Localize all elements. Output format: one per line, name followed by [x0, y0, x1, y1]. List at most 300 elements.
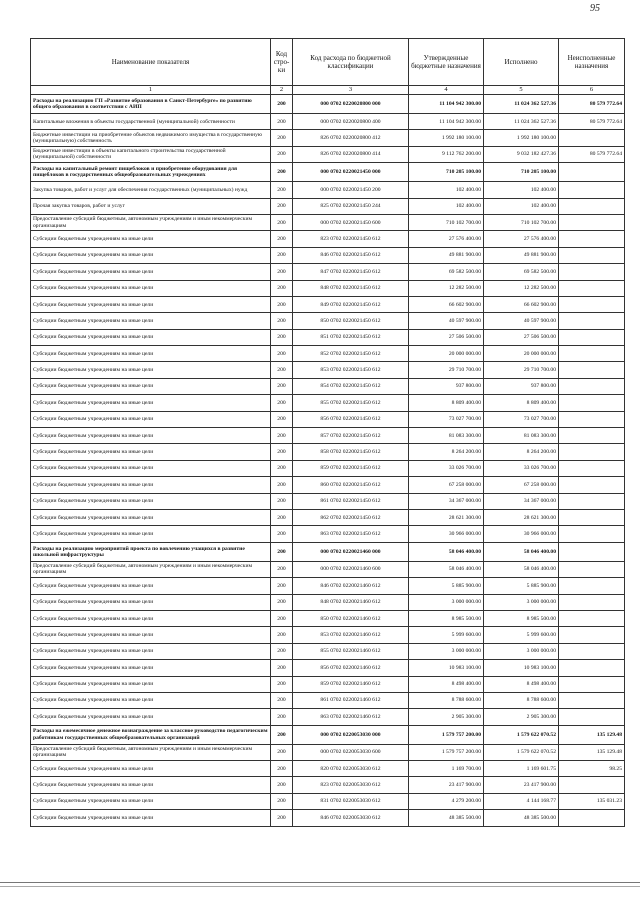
row-line-code: 200 [271, 362, 293, 378]
table-row [31, 810, 625, 826]
row-unexecuted [559, 676, 625, 692]
row-name: Бюджетные инвестиции в объекты капитального строительства государственной (муниципальной) собственности [31, 146, 271, 162]
row-budget-code: 854 0702 0220021450 612 [293, 378, 409, 394]
row-name: Расходы на капитальный ремонт пищеблоков и приобретение оборудования для пищеблоков в государственных общеобразовательных учреждениях [31, 163, 271, 182]
row-budget-code: 863 0702 0220021450 612 [293, 526, 409, 542]
row-executed: 8 788 600.00 [484, 692, 559, 708]
table-row [31, 130, 625, 146]
row-name: Субсидии бюджетным учреждениям на иные цели [31, 264, 271, 280]
row-unexecuted [559, 777, 625, 793]
row-budget-code: 000 0702 0220021460 600 [293, 561, 409, 577]
header-row [31, 39, 625, 86]
row-executed: 23 417 900.00 [484, 777, 559, 793]
row-name: Субсидии бюджетным учреждениям на иные цели [31, 362, 271, 378]
row-budget-code: 846 0702 0220021460 612 [293, 578, 409, 594]
row-unexecuted [559, 247, 625, 263]
row-executed: 3 000 000.00 [484, 594, 559, 610]
row-line-code: 200 [271, 214, 293, 230]
row-budget-code: 849 0702 0220021450 612 [293, 296, 409, 312]
row-approved: 48 385 500.00 [409, 810, 484, 826]
row-approved: 10 983 100.00 [409, 660, 484, 676]
row-executed: 5 885 900.00 [484, 578, 559, 594]
row-unexecuted [559, 130, 625, 146]
table-row [31, 610, 625, 626]
row-line-code: 200 [271, 114, 293, 130]
row-budget-code: 852 0702 0220021450 612 [293, 346, 409, 362]
row-unexecuted [559, 411, 625, 427]
row-executed: 29 710 700.00 [484, 362, 559, 378]
row-unexecuted [559, 709, 625, 725]
row-name: Субсидии бюджетным учреждениям на иные цели [31, 526, 271, 542]
row-line-code: 200 [271, 280, 293, 296]
row-name: Субсидии бюджетным учреждениям на иные цели [31, 231, 271, 247]
row-executed: 33 026 700.00 [484, 460, 559, 476]
column-number: 5 [484, 86, 559, 95]
header-line: Код стро-ки [271, 39, 293, 86]
table-row [31, 362, 625, 378]
row-budget-code: 000 0702 0220021450 000 [293, 163, 409, 182]
row-unexecuted [559, 428, 625, 444]
row-executed: 4 144 168.77 [484, 793, 559, 809]
row-approved: 102 400.00 [409, 198, 484, 214]
table-row [31, 395, 625, 411]
row-budget-code: 861 0702 0220021460 612 [293, 692, 409, 708]
table-row [31, 460, 625, 476]
row-line-code: 200 [271, 460, 293, 476]
table-row [31, 477, 625, 493]
row-line-code: 200 [271, 163, 293, 182]
table-row [31, 509, 625, 525]
row-unexecuted: 98.25 [559, 761, 625, 777]
row-budget-code: 859 0702 0220021450 612 [293, 460, 409, 476]
table-row [31, 411, 625, 427]
row-line-code: 200 [271, 793, 293, 809]
row-unexecuted [559, 198, 625, 214]
row-unexecuted [559, 561, 625, 577]
row-name: Субсидии бюджетным учреждениям на иные цели [31, 296, 271, 312]
row-executed: 2 905 300.00 [484, 709, 559, 725]
row-approved: 27 506 500.00 [409, 329, 484, 345]
row-budget-code: 861 0702 0220021450 612 [293, 493, 409, 509]
row-line-code: 200 [271, 198, 293, 214]
footer-divider [0, 886, 640, 887]
row-line-code: 200 [271, 542, 293, 561]
row-budget-code: 862 0702 0220021450 612 [293, 509, 409, 525]
row-approved: 8 809 400.00 [409, 395, 484, 411]
row-executed: 8 264 200.00 [484, 444, 559, 460]
row-name: Субсидии бюджетным учреждениям на иные цели [31, 346, 271, 362]
row-approved: 33 026 700.00 [409, 460, 484, 476]
table-row [31, 578, 625, 594]
budget-table [30, 38, 625, 827]
row-name: Бюджетные инвестиции на приобретение объектов недвижимого имущества в государственную (муниципальную) собственность [31, 130, 271, 146]
row-budget-code: 000 0702 0220021450 200 [293, 182, 409, 198]
row-budget-code: 855 0702 0220021450 612 [293, 395, 409, 411]
row-executed: 1 579 622 070.52 [484, 725, 559, 744]
table-row [31, 692, 625, 708]
row-executed: 710 205 100.00 [484, 163, 559, 182]
table-row [31, 296, 625, 312]
row-executed: 27 576 400.00 [484, 231, 559, 247]
row-line-code: 200 [271, 231, 293, 247]
row-budget-code: 863 0702 0220021460 612 [293, 709, 409, 725]
row-line-code: 200 [271, 744, 293, 760]
row-line-code: 200 [271, 346, 293, 362]
row-unexecuted [559, 329, 625, 345]
table-row [31, 594, 625, 610]
row-name: Субсидии бюджетным учреждениям на иные цели [31, 247, 271, 263]
table-row [31, 676, 625, 692]
row-unexecuted [559, 610, 625, 626]
row-budget-code: 850 0702 0220021450 612 [293, 313, 409, 329]
table-row [31, 542, 625, 561]
row-name: Субсидии бюджетным учреждениям на иные цели [31, 460, 271, 476]
row-budget-code: 826 0702 0220020800 414 [293, 146, 409, 162]
column-number: 1 [31, 86, 271, 95]
row-name: Субсидии бюджетным учреждениям на иные цели [31, 313, 271, 329]
row-name: Субсидии бюджетным учреждениям на иные цели [31, 428, 271, 444]
row-approved: 29 710 700.00 [409, 362, 484, 378]
row-approved: 81 083 300.00 [409, 428, 484, 444]
header-unexecuted: Неисполненные назначения [559, 39, 625, 86]
row-executed: 12 282 500.00 [484, 280, 559, 296]
row-line-code: 200 [271, 95, 293, 114]
row-executed: 8 809 400.00 [484, 395, 559, 411]
row-executed: 81 083 300.00 [484, 428, 559, 444]
row-approved: 710 102 700.00 [409, 214, 484, 230]
row-approved: 9 112 762 200.00 [409, 146, 484, 162]
row-name: Субсидии бюджетным учреждениям на иные цели [31, 578, 271, 594]
row-line-code: 200 [271, 428, 293, 444]
row-executed: 27 506 500.00 [484, 329, 559, 345]
row-executed: 48 385 500.00 [484, 810, 559, 826]
row-executed: 34 367 000.00 [484, 493, 559, 509]
row-executed: 5 999 600.00 [484, 627, 559, 643]
column-number: 2 [271, 86, 293, 95]
row-executed: 40 597 900.00 [484, 313, 559, 329]
row-executed: 58 046 400.00 [484, 542, 559, 561]
row-executed: 1 579 622 070.52 [484, 744, 559, 760]
row-line-code: 200 [271, 643, 293, 659]
table-row [31, 444, 625, 460]
row-unexecuted [559, 231, 625, 247]
row-approved: 34 367 000.00 [409, 493, 484, 509]
row-line-code: 200 [271, 578, 293, 594]
row-unexecuted [559, 280, 625, 296]
row-budget-code: 846 0702 0220053030 612 [293, 810, 409, 826]
row-name: Предоставление субсидий бюджетным, автономным учреждениям и иным некоммерческим организациям [31, 561, 271, 577]
row-name: Субсидии бюджетным учреждениям на иные цели [31, 280, 271, 296]
header-name: Наименование показателя [31, 39, 271, 86]
row-budget-code: 823 0702 0220053030 612 [293, 777, 409, 793]
row-unexecuted [559, 477, 625, 493]
table-row [31, 793, 625, 809]
row-budget-code: 000 0702 0220021450 600 [293, 214, 409, 230]
row-executed: 67 258 000.00 [484, 477, 559, 493]
row-budget-code: 000 0702 0220053030 000 [293, 725, 409, 744]
row-line-code: 200 [271, 477, 293, 493]
row-line-code: 200 [271, 810, 293, 826]
row-approved: 1 992 180 100.00 [409, 130, 484, 146]
table-row [31, 526, 625, 542]
row-executed: 58 046 400.00 [484, 561, 559, 577]
row-unexecuted [559, 509, 625, 525]
row-budget-code: 000 0702 0220021460 000 [293, 542, 409, 561]
row-approved: 27 576 400.00 [409, 231, 484, 247]
row-line-code: 200 [271, 444, 293, 460]
row-executed: 28 621 300.00 [484, 509, 559, 525]
row-line-code: 200 [271, 594, 293, 610]
row-budget-code: 848 0702 0220021460 612 [293, 594, 409, 610]
row-name: Субсидии бюджетным учреждениям на иные цели [31, 676, 271, 692]
row-budget-code: 850 0702 0220021460 612 [293, 610, 409, 626]
row-name: Субсидии бюджетным учреждениям на иные цели [31, 477, 271, 493]
row-budget-code: 857 0702 0220021450 612 [293, 428, 409, 444]
row-executed: 73 027 700.00 [484, 411, 559, 427]
row-name: Субсидии бюджетным учреждениям на иные цели [31, 761, 271, 777]
column-number: 6 [559, 86, 625, 95]
row-approved: 1 169 700.00 [409, 761, 484, 777]
table-row [31, 329, 625, 345]
row-executed: 11 024 362 527.36 [484, 114, 559, 130]
row-approved: 1 579 757 200.00 [409, 725, 484, 744]
row-approved: 102 400.00 [409, 182, 484, 198]
row-executed: 1 169 601.75 [484, 761, 559, 777]
row-line-code: 200 [271, 777, 293, 793]
row-budget-code: 856 0702 0220021460 612 [293, 660, 409, 676]
row-budget-code: 826 0702 0220020800 412 [293, 130, 409, 146]
row-name: Субсидии бюджетным учреждениям на иные цели [31, 709, 271, 725]
row-line-code: 200 [271, 296, 293, 312]
row-approved: 23 417 900.00 [409, 777, 484, 793]
table-row [31, 313, 625, 329]
footer-divider [0, 882, 640, 883]
row-budget-code: 000 0702 0220053030 600 [293, 744, 409, 760]
row-budget-code: 853 0702 0220021450 612 [293, 362, 409, 378]
row-line-code: 200 [271, 627, 293, 643]
row-approved: 49 881 900.00 [409, 247, 484, 263]
row-name: Субсидии бюджетным учреждениям на иные цели [31, 660, 271, 676]
row-name: Капитальные вложения в объекты государственной (муниципальной) собственности [31, 114, 271, 130]
row-line-code: 200 [271, 676, 293, 692]
row-approved: 58 046 400.00 [409, 542, 484, 561]
row-budget-code: 820 0702 0220053030 612 [293, 761, 409, 777]
row-unexecuted [559, 692, 625, 708]
row-approved: 8 788 600.00 [409, 692, 484, 708]
row-unexecuted [559, 542, 625, 561]
row-approved: 8 985 500.00 [409, 610, 484, 626]
row-name: Расходы на реализацию ГП «Развитие образования в Санкт-Петербурге» по развитию общего образования в соответствии с АИП [31, 95, 271, 114]
table-row [31, 378, 625, 394]
row-name: Субсидии бюджетным учреждениям на иные цели [31, 643, 271, 659]
row-name: Субсидии бюджетным учреждениям на иные цели [31, 777, 271, 793]
row-approved: 2 905 300.00 [409, 709, 484, 725]
table-row [31, 114, 625, 130]
row-unexecuted [559, 526, 625, 542]
row-name: Субсидии бюджетным учреждениям на иные цели [31, 793, 271, 809]
row-executed: 30 966 000.00 [484, 526, 559, 542]
table-row [31, 95, 625, 114]
row-line-code: 200 [271, 493, 293, 509]
row-name: Закупка товаров, работ и услуг для обеспечения государственных (муниципальных) нужд [31, 182, 271, 198]
row-name: Субсидии бюджетным учреждениям на иные цели [31, 444, 271, 460]
row-unexecuted [559, 182, 625, 198]
table-body [31, 95, 625, 827]
row-line-code: 200 [271, 378, 293, 394]
row-executed: 710 102 700.00 [484, 214, 559, 230]
row-budget-code: 860 0702 0220021450 612 [293, 477, 409, 493]
row-line-code: 200 [271, 411, 293, 427]
row-unexecuted [559, 594, 625, 610]
row-budget-code: 856 0702 0220021450 612 [293, 411, 409, 427]
header-approved: Утвержденные бюджетные назначения [409, 39, 484, 86]
row-name: Субсидии бюджетным учреждениям на иные цели [31, 594, 271, 610]
row-budget-code: 831 0702 0220053030 612 [293, 793, 409, 809]
table-row [31, 247, 625, 263]
table-row [31, 264, 625, 280]
row-unexecuted [559, 627, 625, 643]
row-executed: 3 000 000.00 [484, 643, 559, 659]
row-name: Субсидии бюджетным учреждениям на иные цели [31, 509, 271, 525]
row-name: Расходы на реализацию мероприятий проекта по вовлечению учащихся в развитие школьной инфраструктуры [31, 542, 271, 561]
row-unexecuted [559, 578, 625, 594]
row-budget-code: 858 0702 0220021450 612 [293, 444, 409, 460]
row-line-code: 200 [271, 146, 293, 162]
row-unexecuted [559, 346, 625, 362]
row-approved: 710 205 100.00 [409, 163, 484, 182]
column-numbers-row [31, 86, 625, 95]
row-unexecuted [559, 395, 625, 411]
row-budget-code: 859 0702 0220021460 612 [293, 676, 409, 692]
table-row [31, 163, 625, 182]
row-line-code: 200 [271, 509, 293, 525]
row-budget-code: 846 0702 0220021450 612 [293, 247, 409, 263]
row-approved: 58 046 400.00 [409, 561, 484, 577]
row-approved: 1 579 757 200.00 [409, 744, 484, 760]
row-approved: 11 104 942 300.00 [409, 95, 484, 114]
row-approved: 8 498 400.00 [409, 676, 484, 692]
row-approved: 28 621 300.00 [409, 509, 484, 525]
table-row [31, 198, 625, 214]
row-approved: 66 602 900.00 [409, 296, 484, 312]
row-budget-code: 823 0702 0220021450 612 [293, 231, 409, 247]
row-name: Субсидии бюджетным учреждениям на иные цели [31, 493, 271, 509]
row-executed: 8 985 500.00 [484, 610, 559, 626]
row-line-code: 200 [271, 313, 293, 329]
header-executed: Исполнено [484, 39, 559, 86]
row-approved: 5 999 600.00 [409, 627, 484, 643]
row-executed: 1 992 180 100.00 [484, 130, 559, 146]
row-executed: 937 800.00 [484, 378, 559, 394]
row-name: Прочая закупка товаров, работ и услуг [31, 198, 271, 214]
row-unexecuted: 80 579 772.64 [559, 146, 625, 162]
row-unexecuted [559, 444, 625, 460]
row-unexecuted [559, 296, 625, 312]
row-budget-code: 851 0702 0220021450 612 [293, 329, 409, 345]
table-row [31, 561, 625, 577]
row-approved: 20 000 000.00 [409, 346, 484, 362]
row-line-code: 200 [271, 561, 293, 577]
row-unexecuted [559, 460, 625, 476]
table-row [31, 493, 625, 509]
row-executed: 9 032 182 427.36 [484, 146, 559, 162]
budget-sheet [30, 38, 625, 827]
row-unexecuted: 135 129.48 [559, 725, 625, 744]
row-approved: 8 264 200.00 [409, 444, 484, 460]
row-budget-code: 000 0702 0220020800 400 [293, 114, 409, 130]
row-name: Субсидии бюджетным учреждениям на иные цели [31, 395, 271, 411]
row-approved: 40 597 900.00 [409, 313, 484, 329]
table-row [31, 346, 625, 362]
row-line-code: 200 [271, 526, 293, 542]
header-code: Код расхода по бюджетной классификации [293, 39, 409, 86]
column-number: 3 [293, 86, 409, 95]
row-unexecuted [559, 313, 625, 329]
row-budget-code: 825 0702 0220021450 244 [293, 198, 409, 214]
row-unexecuted [559, 643, 625, 659]
row-line-code: 200 [271, 264, 293, 280]
row-unexecuted: 135 129.48 [559, 744, 625, 760]
row-line-code: 200 [271, 692, 293, 708]
row-executed: 8 498 400.00 [484, 676, 559, 692]
table-row [31, 214, 625, 230]
row-line-code: 200 [271, 329, 293, 345]
table-row [31, 146, 625, 162]
row-line-code: 200 [271, 761, 293, 777]
row-name: Субсидии бюджетным учреждениям на иные цели [31, 378, 271, 394]
row-unexecuted: 80 579 772.64 [559, 114, 625, 130]
row-unexecuted [559, 378, 625, 394]
row-executed: 20 000 000.00 [484, 346, 559, 362]
row-approved: 30 966 000.00 [409, 526, 484, 542]
row-name: Расходы на ежемесячное денежное вознаграждение за классное руководство педагогическим работникам государственных общеобразовательных организаций [31, 725, 271, 744]
table-row [31, 761, 625, 777]
row-budget-code: 848 0702 0220021450 612 [293, 280, 409, 296]
row-approved: 3 000 000.00 [409, 643, 484, 659]
row-unexecuted [559, 214, 625, 230]
row-name: Предоставление субсидий бюджетным, автономным учреждениям и иным некоммерческим организациям [31, 214, 271, 230]
row-budget-code: 847 0702 0220021450 612 [293, 264, 409, 280]
row-executed: 69 582 500.00 [484, 264, 559, 280]
row-unexecuted: 135 031.23 [559, 793, 625, 809]
row-approved: 73 027 700.00 [409, 411, 484, 427]
row-unexecuted [559, 362, 625, 378]
row-unexecuted [559, 493, 625, 509]
row-approved: 4 279 200.00 [409, 793, 484, 809]
table-row [31, 709, 625, 725]
row-executed: 66 602 900.00 [484, 296, 559, 312]
row-executed: 11 024 362 527.36 [484, 95, 559, 114]
row-executed: 102 400.00 [484, 198, 559, 214]
row-unexecuted [559, 163, 625, 182]
row-unexecuted: 80 579 772.64 [559, 95, 625, 114]
row-line-code: 200 [271, 725, 293, 744]
row-name: Субсидии бюджетным учреждениям на иные цели [31, 411, 271, 427]
row-approved: 3 000 000.00 [409, 594, 484, 610]
row-budget-code: 855 0702 0220021460 612 [293, 643, 409, 659]
table-row [31, 280, 625, 296]
column-number: 4 [409, 86, 484, 95]
row-name: Субсидии бюджетным учреждениям на иные цели [31, 810, 271, 826]
row-unexecuted [559, 264, 625, 280]
row-approved: 67 258 000.00 [409, 477, 484, 493]
row-line-code: 200 [271, 182, 293, 198]
row-executed: 102 400.00 [484, 182, 559, 198]
row-name: Субсидии бюджетным учреждениям на иные цели [31, 692, 271, 708]
table-row [31, 643, 625, 659]
row-name: Субсидии бюджетным учреждениям на иные цели [31, 610, 271, 626]
table-row [31, 725, 625, 744]
